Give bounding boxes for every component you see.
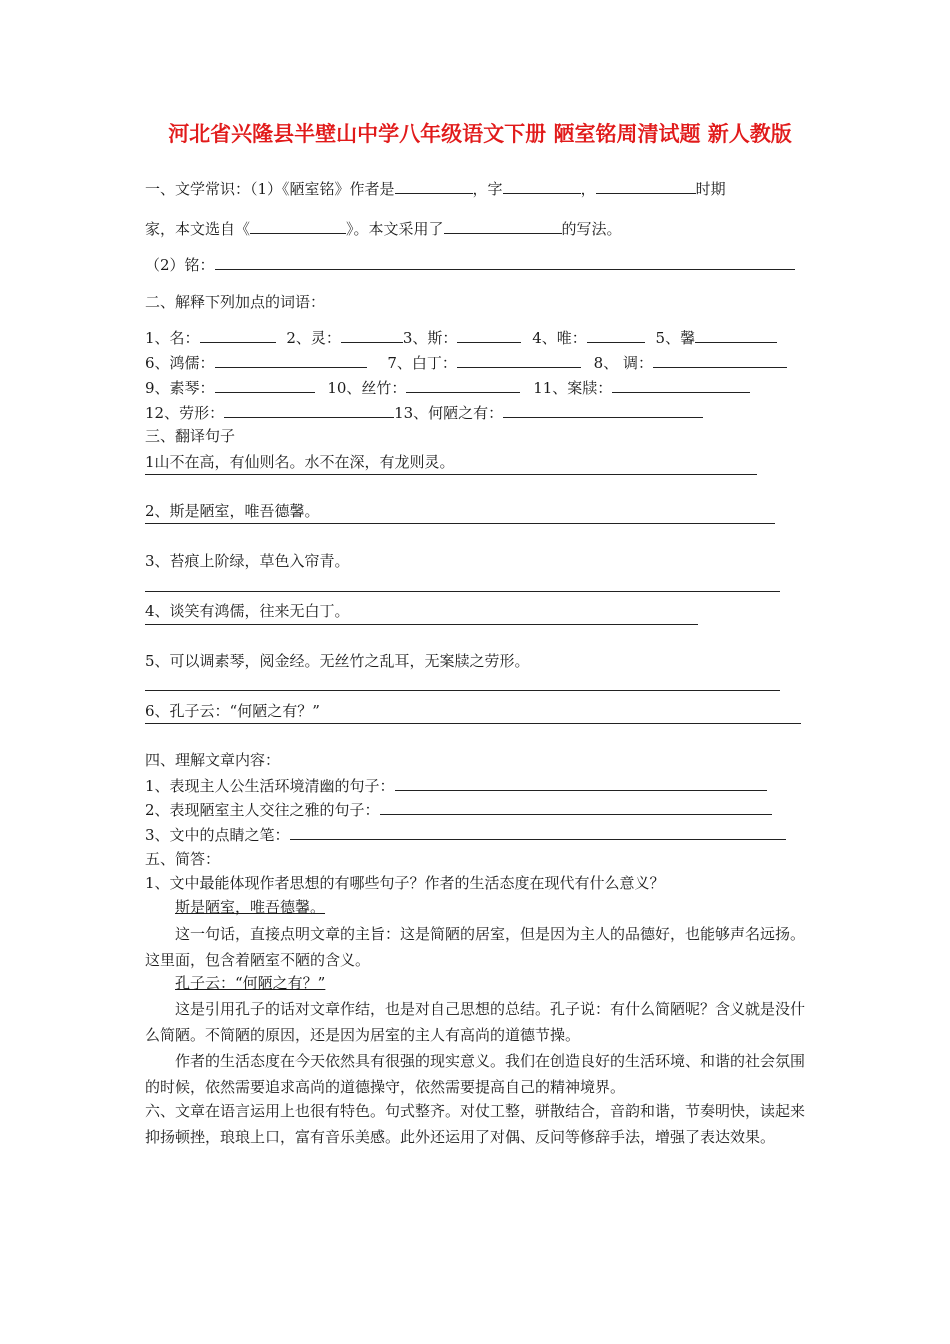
s2-item: 1、名：	[145, 329, 200, 347]
s4-item: 1、表现主人公生活环境清幽的句子：	[145, 777, 395, 795]
s2-item: 10、丝竹：	[327, 379, 407, 397]
s2-item: 7、白丁：	[387, 354, 457, 372]
answer-line[interactable]	[145, 523, 775, 524]
answer-blank[interactable]	[587, 327, 645, 343]
answer-blank[interactable]	[215, 352, 367, 368]
s3-sentence: 2、斯是陋室，唯吾德馨。	[145, 502, 320, 520]
s1-method-suffix: 的写法。	[561, 220, 622, 238]
s2-heading: 二、解释下列加点的词语：	[145, 293, 326, 311]
answer-blank[interactable]	[653, 352, 787, 368]
s4-heading: 四、理解文章内容：	[145, 751, 281, 769]
s1-author-prompt: 一、文学常识：（1）《陋室铭》作者是	[145, 180, 395, 198]
s2-row4	[145, 402, 703, 423]
answer-blank[interactable]	[457, 327, 521, 343]
quote-text: 斯是陋室，唯吾德馨。	[175, 898, 326, 916]
s2-row2	[145, 352, 787, 373]
answer-blank[interactable]	[380, 799, 772, 815]
source-blank[interactable]	[250, 218, 346, 234]
answer-blank[interactable]	[395, 775, 767, 791]
s3-sentence: 3、苔痕上阶绿，草色入帘青。	[145, 552, 350, 570]
s2-item: 8、 调：	[593, 354, 653, 372]
answer-line[interactable]	[145, 690, 780, 691]
method-blank[interactable]	[444, 218, 562, 234]
s2-row1	[145, 327, 777, 348]
s2-item: 12、劳形：	[145, 404, 225, 422]
author-blank[interactable]	[395, 178, 473, 194]
s2-item: 9、素琴：	[145, 379, 215, 397]
s1-period-suffix: 时期	[695, 180, 726, 198]
ming-blank[interactable]	[215, 254, 795, 270]
answer-line[interactable]	[145, 591, 780, 592]
s3-sentence: 4、谈笑有鸿儒，往来无白丁。	[145, 602, 350, 620]
answer-blank[interactable]	[612, 377, 750, 393]
s5-quote	[175, 973, 325, 993]
s3-sentence: 6、孔子云：“何陋之有？”	[145, 702, 320, 720]
answer-blank[interactable]	[290, 824, 786, 840]
s1-comma: ，	[580, 180, 596, 198]
s5-answer-paragraph: 这是引用孔子的话对文章作结，也是对自己思想的总结。孔子说：有什么简陋呢？含义就是没什么简陋。不简陋的原因，还是因为居室的主人有高尚的道德节操。	[145, 1000, 806, 1044]
s4-item: 2、表现陋室主人交往之雅的句子：	[145, 801, 380, 819]
answer-line[interactable]	[145, 624, 698, 625]
answer-blank[interactable]	[695, 327, 777, 343]
s2-item: 3、斯：	[402, 329, 458, 347]
answer-blank[interactable]	[215, 377, 315, 393]
s3-sentence: 5、可以调素琴，阅金经。无丝竹之乱耳，无案牍之劳形。	[145, 652, 530, 670]
answer-blank[interactable]	[200, 327, 276, 343]
s1-method-prompt: 》。本文采用了	[346, 220, 444, 238]
answer-line[interactable]	[145, 474, 757, 475]
s2-item: 4、唯：	[532, 329, 587, 347]
s2-item: 13、何陋之有：	[394, 404, 504, 422]
s4-item: 3、文中的点睛之笔：	[145, 826, 290, 844]
s1-line1	[145, 178, 726, 199]
answer-blank[interactable]	[406, 377, 520, 393]
s2-item: 6、鸿儒：	[145, 354, 215, 372]
page-title: 河北省兴隆县半壁山中学八年级语文下册 陋室铭周清试题 新人教版	[168, 121, 792, 146]
s3-heading: 三、翻译句子	[145, 427, 236, 445]
answer-blank[interactable]	[503, 402, 703, 418]
s2-item: 5、馨	[655, 329, 696, 347]
s5-heading: 五、简答：	[145, 850, 221, 868]
s1-source-prompt: 家，本文选自《	[145, 220, 251, 238]
s4-row2	[145, 799, 772, 820]
s1-zi-prompt: ，字	[472, 180, 503, 198]
s2-row3	[145, 377, 750, 398]
s5-quote	[175, 897, 325, 917]
answer-blank[interactable]	[341, 327, 403, 343]
answer-blank[interactable]	[457, 352, 581, 368]
zi-blank[interactable]	[503, 178, 581, 194]
s6-paragraph: 六、文章在语言运用上也很有特色。句式整齐。对仗工整，骈散结合，音韵和谐，节奏明快，读起来抑扬顿挫，琅琅上口，富有音乐美感。此外还运用了对偶、反问等修辞手法，增强了表达效果。	[145, 1102, 806, 1146]
s5-answer-paragraph: 这一句话，直接点明文章的主旨：这是简陋的居室，但是因为主人的品德好，也能够声名远扬。这里面，包含着陋室不陋的含义。	[145, 925, 806, 969]
s2-item: 2、灵：	[286, 329, 341, 347]
answer-line[interactable]	[145, 723, 801, 724]
period-blank[interactable]	[596, 178, 696, 194]
s2-item: 11、案牍：	[533, 379, 613, 397]
answer-blank[interactable]	[224, 402, 394, 418]
s5-answer-paragraph: 作者的生活态度在今天依然具有很强的现实意义。我们在创造良好的生活环境、和谐的社会氛围的时候，依然需要追求高尚的道德操守，依然需要提高自己的精神境界。	[145, 1052, 806, 1096]
quote-text: 孔子云：“何陋之有？”	[175, 974, 326, 992]
s4-row3	[145, 824, 786, 845]
s5-question: 1、文中最能体现作者思想的有哪些句子？作者的生活态度在现代有什么意义？	[145, 874, 665, 892]
s3-sentence: 1山不在高，有仙则名。水不在深，有龙则灵。	[145, 453, 455, 471]
s1-ming-prompt: （2）铭：	[145, 256, 215, 274]
s4-row1	[145, 775, 767, 796]
s1-line3	[145, 254, 795, 275]
s1-line2	[145, 218, 622, 239]
